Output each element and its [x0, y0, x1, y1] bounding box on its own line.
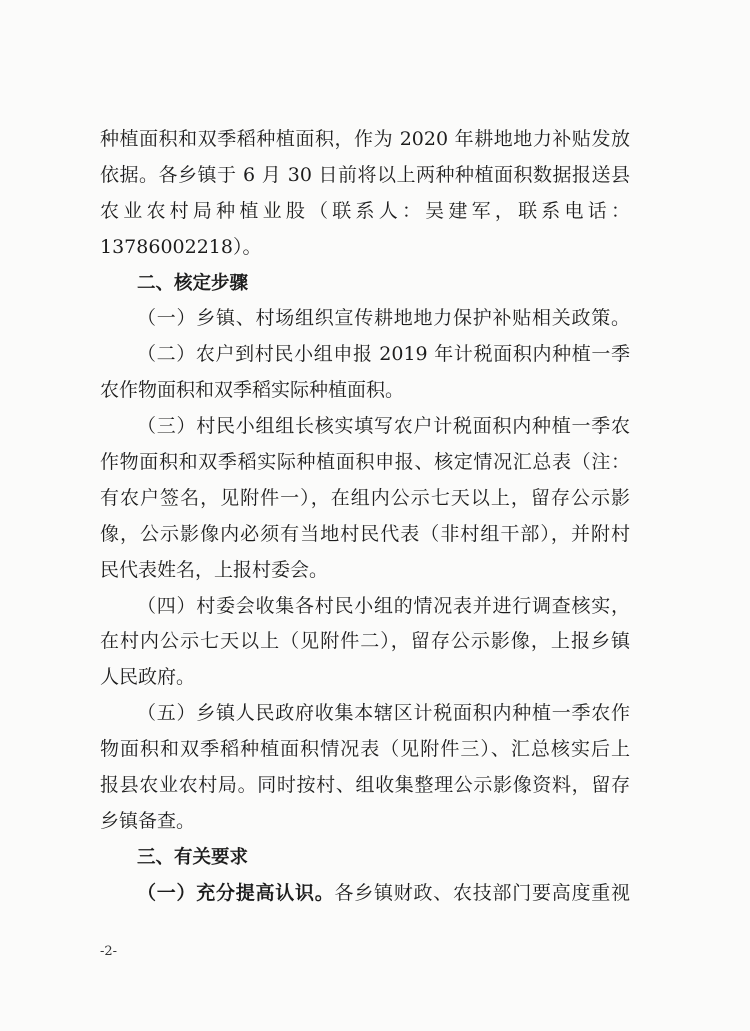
item-line: （二）农户到村民小组申报 2019 年计税面积内种植一季	[137, 343, 630, 366]
intro-line: 种植面积和双季稻种植面积，作为 2020 年耕地地力补贴发放	[100, 128, 630, 150]
item-line: 作物面积和双季稻实际种植面积申报、核定情况汇总表（注：	[100, 451, 630, 474]
section-heading: 三、有关要求	[137, 846, 249, 868]
item-line: （五）乡镇人民政府收集本辖区计税面积内种植一季农作	[137, 702, 630, 725]
document-body	[100, 122, 630, 912]
intro-line: 农业农村局种植业股（联系人：吴建军，联系电话：	[100, 199, 630, 222]
page-number: -2-	[100, 944, 118, 959]
item-line: （四）村委会收集各村民小组的情况表并进行调查核实，	[137, 594, 630, 617]
item-line: 农作物面积和双季稻实际种植面积。	[100, 379, 405, 402]
item-line: 民代表姓名，上报村委会。	[100, 558, 329, 581]
item-line: 物面积和双季稻种植面积情况表（见附件三）、汇总核实后上	[100, 738, 630, 761]
item-line: 在村内公示七天以上（见附件二），留存公示影像，上报乡镇	[100, 630, 630, 653]
item-line	[100, 876, 630, 912]
intro-line: 依据。各乡镇于 6 月 30 日前将以上两种种植面积数据报送县	[100, 163, 630, 186]
section-heading: 二、核定步骤	[137, 272, 249, 294]
item-text: 各乡镇财政、农技部门要高度重视	[334, 881, 630, 904]
item-line: 有农户签名，见附件一），在组内公示七天以上，留存公示影	[100, 486, 630, 509]
item-line: 乡镇备查。	[100, 809, 196, 832]
item-line: 报县农业农村局。同时按村、组收集整理公示影像资料，留存	[100, 774, 630, 797]
item-line: 人民政府。	[100, 666, 196, 689]
item-line: （一）乡镇、村场组织宣传耕地地力保护补贴相关政策。	[137, 307, 630, 330]
item-lead: （一）充分提高认识。	[137, 881, 335, 904]
intro-line: 13786002218）。	[100, 235, 262, 258]
item-line: （三）村民小组组长核实填写农户计税面积内种植一季农	[137, 415, 630, 438]
item-line: 像，公示影像内必须有当地村民代表（非村组干部），并附村	[100, 522, 630, 545]
